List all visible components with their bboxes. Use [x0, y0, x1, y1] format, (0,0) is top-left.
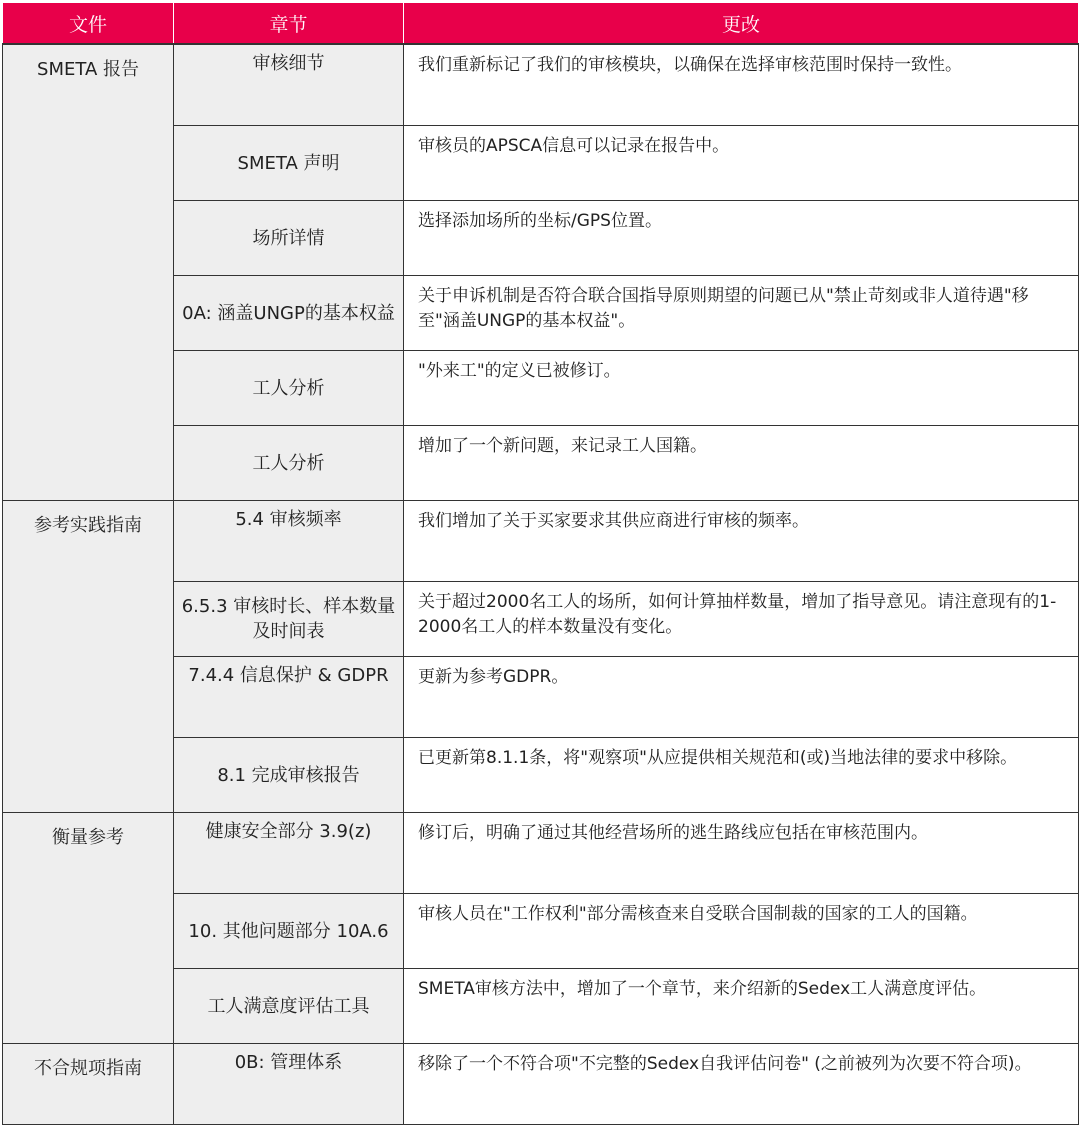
table-row	[3, 501, 1079, 582]
change-cell: 已更新第8.1.1条，将"观察项"从应提供相关规范和(或)当地法律的要求中移除。	[404, 738, 1079, 813]
section-cell: 0B: 管理体系	[174, 1044, 404, 1125]
document-cell: SMETA 报告	[3, 44, 174, 501]
change-cell: 审核员的APSCA信息可以记录在报告中。	[404, 126, 1079, 201]
change-cell: SMETA审核方法中，增加了一个章节，来介绍新的Sedex工人满意度评估。	[404, 969, 1079, 1044]
change-cell: 关于超过2000名工人的场所，如何计算抽样数量，增加了指导意见。请注意现有的1-2000名工人的样本数量没有变化。	[404, 582, 1079, 657]
header-row	[3, 3, 1079, 45]
document-cell: 不合规项指南	[3, 1044, 174, 1125]
section-cell: 工人分析	[174, 351, 404, 426]
change-cell: 移除了一个不符合项"不完整的Sedex自我评估问卷" (之前被列为次要不符合项)。	[404, 1044, 1079, 1125]
change-cell: 增加了一个新问题，来记录工人国籍。	[404, 426, 1079, 501]
change-cell: 关于申诉机制是否符合联合国指导原则期望的问题已从"禁止苛刻或非人道待遇"移至"涵盖UNGP的基本权益"。	[404, 276, 1079, 351]
section-cell: 工人分析	[174, 426, 404, 501]
table-row	[3, 44, 1079, 126]
section-cell: 7.4.4 信息保护 & GDPR	[174, 657, 404, 738]
change-cell: 更新为参考GDPR。	[404, 657, 1079, 738]
table-row	[3, 813, 1079, 894]
change-cell: 审核人员在"工作权利"部分需核查来自受联合国制裁的国家的工人的国籍。	[404, 894, 1079, 969]
header-section: 章节	[174, 3, 404, 45]
change-cell: 修订后，明确了通过其他经营场所的逃生路线应包括在审核范围内。	[404, 813, 1079, 894]
change-cell: "外来工"的定义已被修订。	[404, 351, 1079, 426]
section-cell: SMETA 声明	[174, 126, 404, 201]
section-cell: 场所详情	[174, 201, 404, 276]
document-cell: 衡量参考	[3, 813, 174, 1044]
changes-table	[2, 2, 1079, 1125]
section-cell: 审核细节	[174, 44, 404, 126]
section-cell: 健康安全部分 3.9(z)	[174, 813, 404, 894]
change-cell: 我们增加了关于买家要求其供应商进行审核的频率。	[404, 501, 1079, 582]
header-change: 更改	[404, 3, 1079, 45]
section-cell: 0A: 涵盖UNGP的基本权益	[174, 276, 404, 351]
change-cell: 我们重新标记了我们的审核模块，以确保在选择审核范围时保持一致性。	[404, 44, 1079, 126]
header-document: 文件	[3, 3, 174, 45]
section-cell: 10. 其他问题部分 10A.6	[174, 894, 404, 969]
section-cell: 8.1 完成审核报告	[174, 738, 404, 813]
table-row	[3, 1044, 1079, 1125]
document-cell: 参考实践指南	[3, 501, 174, 813]
section-cell: 5.4 审核频率	[174, 501, 404, 582]
change-cell: 选择添加场所的坐标/GPS位置。	[404, 201, 1079, 276]
section-cell: 6.5.3 审核时长、样本数量及时间表	[174, 582, 404, 657]
section-cell: 工人满意度评估工具	[174, 969, 404, 1044]
